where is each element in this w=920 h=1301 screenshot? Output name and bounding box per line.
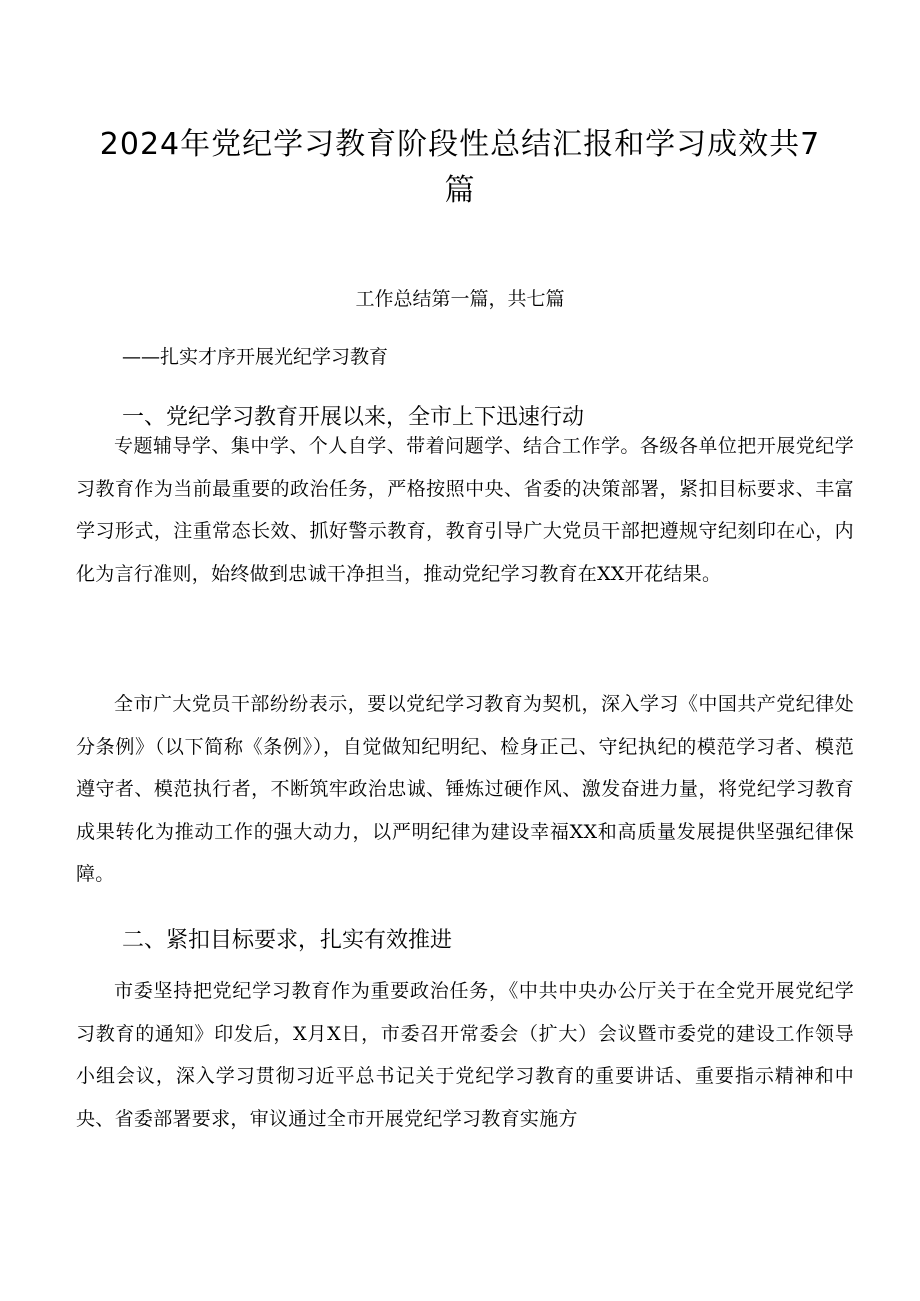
section-2-heading: 二、紧扣目标要求，扎实有效推进	[122, 928, 453, 953]
section-1-paragraph-2: 全市广大党员干部纷纷表示，要以党纪学习教育为契机，深入学习《中国共产党纪律处分条例》（以下简称《条例》），自觉做知纪明纪、检身正己、守纪执纪的模范学习者、模范遵守者、模范执行者，不断筑牢政治忠诚、锤炼过硬作风、激发奋进力量，将党纪学习教育成果转化为推动工作的强大动力，以严明纪律为建设幸福XX和高质量发展提供坚强纪律保障。	[76, 693, 854, 885]
section-1-paragraph-1: 专题辅导学、集中学、个人自学、带着问题学、结合工作学。各级各单位把开展党纪学习教育作为当前最重要的政治任务，严格按照中央、省委的决策部署，紧扣目标要求、丰富学习形式，注重常态长效、抓好警示教育，教育引导广大党员干部把遵规守纪刻印在心，内化为言行准则，始终做到忠诚干净担当，推动党纪学习教育在XX开花结果。	[76, 435, 854, 585]
section-2-paragraph-1: 市委坚持把党纪学习教育作为重要政治任务，《中共中央办公厅关于在全党开展党纪学习教育的通知》印发后，X月X日，市委召开常委会（扩大）会议暨市委党的建设工作领导小组会议，深入学习贯彻习近平总书记关于党纪学习教育的重要讲话、重要指示精神和中央、省委部署要求，审议通过全市开展党纪学习教育实施方	[76, 980, 854, 1130]
section-1-heading: 一、党纪学习教育开展以来，全市上下迅速行动	[122, 405, 585, 430]
document-title: 2024年党纪学习教育阶段性总结汇报和学习成效共7篇	[99, 127, 821, 208]
document-tagline: ——扎实才序开展光纪学习教育	[122, 346, 389, 368]
document-subtitle: 工作总结第一篇，共七篇	[355, 288, 565, 310]
